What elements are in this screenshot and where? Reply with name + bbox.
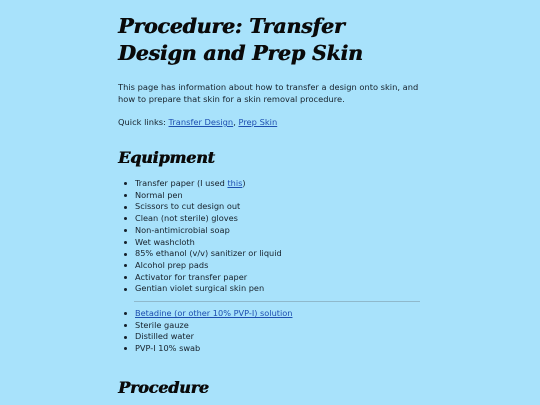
list-item: Sterile gauze: [118, 320, 428, 332]
list-item: Alcohol prep pads: [118, 260, 428, 272]
transfer-paper-link[interactable]: this: [227, 178, 243, 188]
quick-links: [118, 117, 277, 128]
transfer-paper-prefix: Transfer paper (I used: [135, 178, 228, 188]
list-item: [118, 178, 428, 190]
quick-links-label: Quick links:: [118, 117, 166, 127]
list-item: Non-antimicrobial soap: [118, 225, 428, 237]
list-item: Activator for transfer paper: [118, 272, 428, 284]
list-item: Clean (not sterile) gloves: [118, 213, 428, 225]
link-prep-skin[interactable]: Prep Skin: [238, 117, 278, 127]
intro-paragraph: This page has information about how to transfer a design onto skin, and how to prepare that skin for a skin removal procedure.: [118, 82, 419, 104]
list-item: Wet washcloth: [118, 237, 428, 249]
list-item: Normal pen: [118, 190, 428, 202]
list-item: 85% ethanol (v/v) sanitizer or liquid: [118, 248, 428, 260]
list-item: Distilled water: [118, 331, 428, 343]
transfer-paper-suffix: ): [242, 178, 246, 188]
page-title: Procedure: Transfer Design and Prep Skin: [118, 14, 363, 65]
list-item: [118, 308, 428, 320]
sterile-equipment-list: [118, 308, 428, 355]
list-item: Scissors to cut design out: [118, 201, 428, 213]
equipment-heading: Equipment: [118, 148, 215, 167]
quick-links-separator: ,: [233, 117, 239, 127]
procedure-heading: Procedure: [118, 378, 209, 397]
equipment-list: [118, 178, 428, 295]
list-item: Gentian violet surgical skin pen: [118, 283, 428, 295]
betadine-link[interactable]: Betadine (or other 10% PVP-I) solution: [135, 308, 293, 318]
list-divider: [134, 301, 420, 302]
list-item: PVP-I 10% swab: [118, 343, 428, 355]
link-transfer-design[interactable]: Transfer Design: [168, 117, 234, 127]
